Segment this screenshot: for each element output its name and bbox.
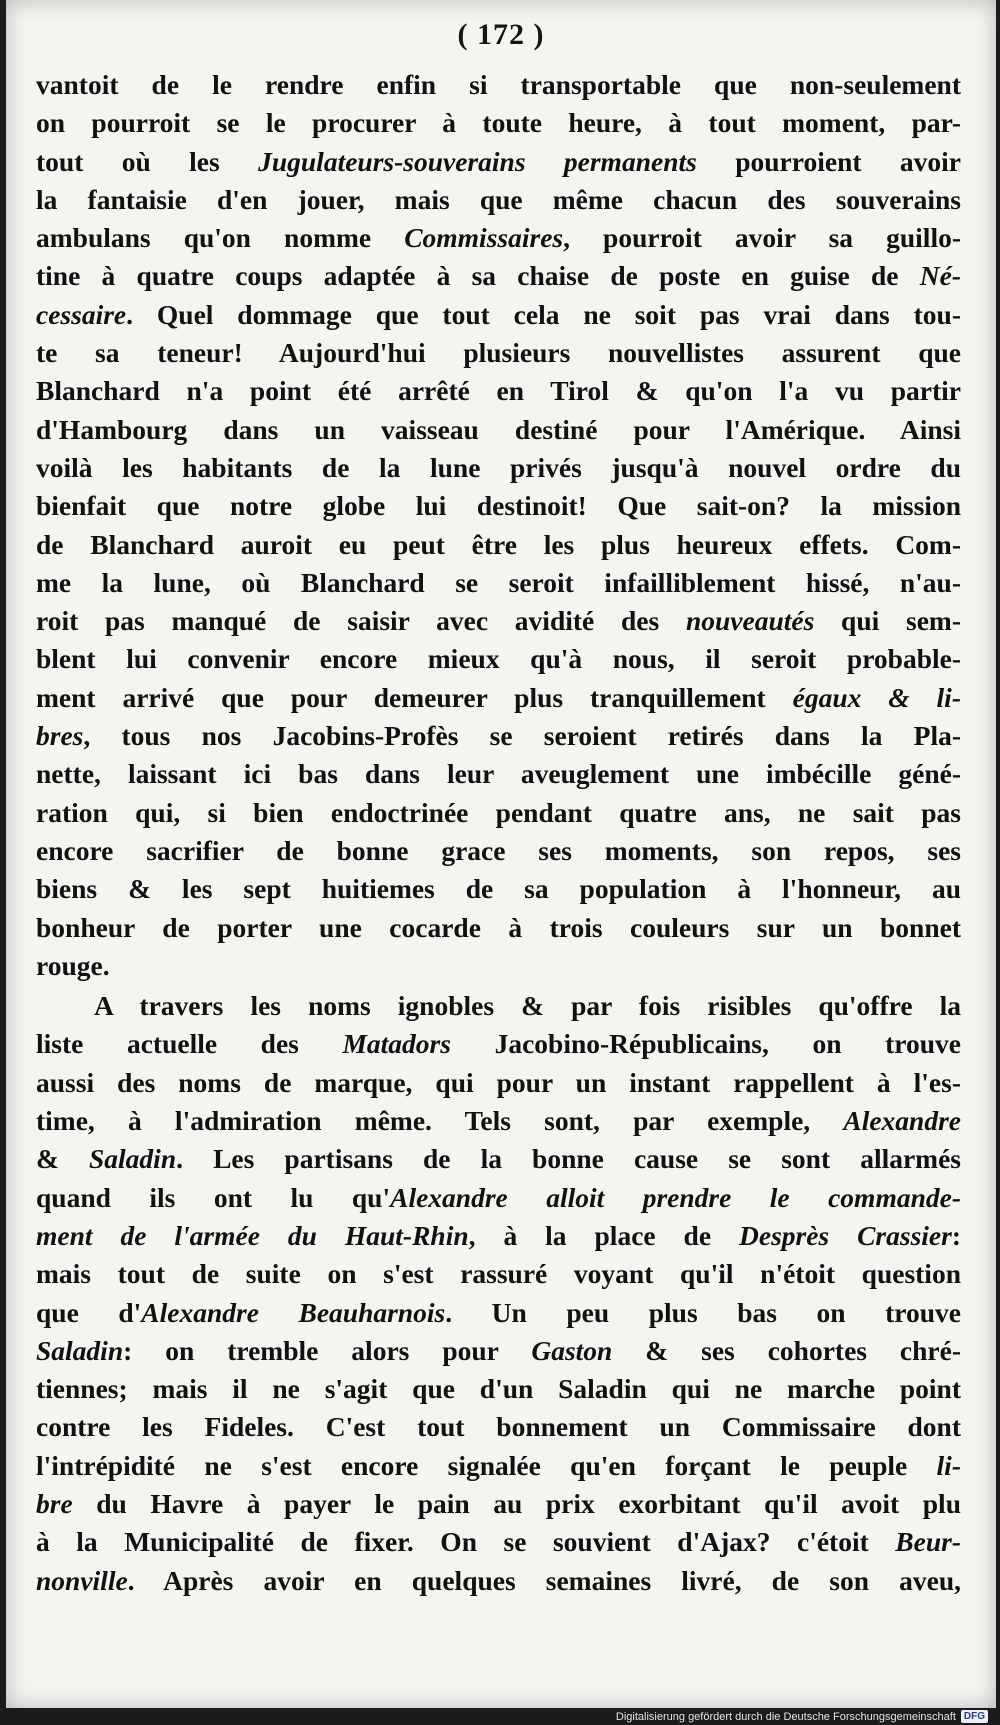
text-segment: du Havre à payer le pain au prix exorbitant qu'il avoit plu	[72, 1487, 961, 1519]
italic-text: Beur-	[895, 1526, 961, 1558]
body-text	[36, 66, 961, 1600]
text-line	[36, 1408, 961, 1446]
text-line	[36, 1447, 961, 1485]
page-number: ( 172 )	[457, 18, 545, 51]
text-segment: & ses cohortes chré-	[612, 1334, 962, 1366]
text-segment: d'Hambourg dans un vaisseau destiné pour l'Amérique. Ainsi	[36, 413, 961, 445]
text-line	[36, 1255, 961, 1293]
text-segment: nette, laissant ici bas dans leur aveuglement une imbécille géné-	[36, 758, 961, 790]
text-segment: me la lune, où Blanchard se seroit infailliblement hissé, n'au-	[36, 566, 961, 598]
text-segment: . Un peu plus bas on trouve	[445, 1296, 961, 1328]
text-segment: à la Municipalité de fixer. On se souvient d'Ajax? c'étoit	[36, 1526, 896, 1558]
italic-text: li-	[936, 1449, 961, 1481]
text-segment: :	[951, 1219, 961, 1251]
text-segment: blent lui convenir encore mieux qu'à nous, il seroit probable-	[36, 643, 961, 675]
text-line	[36, 296, 961, 334]
text-segment: , pourroit avoir sa guillo-	[563, 222, 961, 254]
text-segment: roit pas manqué de saisir avec avidité des	[36, 605, 686, 637]
text-segment: bonheur de porter une cocarde à trois couleurs sur un bonnet	[36, 911, 961, 943]
text-segment: time, à l'admiration même. Tels sont, par exemple,	[36, 1105, 844, 1137]
text-segment: quand ils ont lu qu'	[36, 1181, 391, 1213]
italic-text: Alexandre	[843, 1105, 961, 1137]
text-line	[36, 1179, 961, 1217]
text-segment: pourroient avoir	[696, 145, 961, 177]
text-line	[36, 1562, 961, 1600]
text-segment: te sa teneur! Aujourd'hui plusieurs nouvellistes assurent que	[36, 337, 961, 369]
text-segment: Blanchard n'a point été arrêté en Tirol & qu'on l'a vu partir	[36, 375, 961, 407]
text-line	[36, 181, 961, 219]
text-segment: de Blanchard auroit eu peut être les plus heureux effets. Com-	[36, 528, 961, 560]
text-segment: biens & les sept huitiemes de sa population à l'honneur, au	[36, 873, 961, 905]
text-segment: ration qui, si bien endoctrinée pendant quatre ans, ne sait pas	[36, 796, 961, 828]
text-line	[36, 794, 961, 832]
italic-text: égaux & li-	[792, 681, 961, 713]
text-line	[36, 1294, 961, 1332]
text-line	[36, 640, 961, 678]
text-line	[36, 717, 961, 755]
text-line	[36, 487, 961, 525]
italic-text: Matadors	[342, 1028, 451, 1060]
text-segment: ambulans qu'on nomme	[36, 222, 405, 254]
text-segment: rouge.	[36, 949, 110, 981]
text-line	[36, 1485, 961, 1523]
text-segment: que d'	[36, 1296, 142, 1328]
text-segment: on pourroit se le procurer à toute heure, à tout moment, par-	[36, 107, 961, 139]
text-line	[36, 602, 961, 640]
text-line	[36, 1140, 961, 1178]
italic-text: bre	[36, 1487, 73, 1519]
text-line	[36, 334, 961, 372]
text-segment: , à la place de	[468, 1219, 739, 1251]
text-segment: , tous nos Jacobins-Profès se seroient retirés dans la Pla-	[83, 720, 961, 752]
italic-text: Saladin	[89, 1143, 177, 1175]
digitization-credit	[616, 1710, 988, 1723]
italic-text: nonville	[36, 1564, 128, 1596]
text-line	[36, 909, 961, 947]
italic-text: Saladin	[36, 1334, 124, 1366]
text-line	[36, 1332, 961, 1370]
text-line	[36, 1370, 961, 1408]
text-line	[36, 143, 961, 181]
text-line	[36, 1217, 961, 1255]
text-segment: tout où les	[36, 145, 259, 177]
text-segment: tine à quatre coups adaptée à sa chaise de poste en guise de	[36, 260, 920, 292]
text-line	[36, 870, 961, 908]
text-line	[36, 526, 961, 564]
text-segment: : on tremble alors pour	[123, 1334, 532, 1366]
italic-text: bres	[36, 720, 84, 752]
text-segment: mais tout de suite on s'est rassuré voyant qu'il n'étoit question	[36, 1258, 961, 1290]
italic-text: Alexandre Beauharnois	[141, 1296, 446, 1328]
dfg-logo: DFG	[961, 1710, 988, 1723]
text-segment: aussi des noms de marque, qui pour un instant rappellent à l'es-	[36, 1066, 961, 1098]
text-segment: Jacobino-Républicains, on trouve	[450, 1028, 961, 1060]
text-line	[36, 219, 961, 257]
text-line	[36, 947, 961, 985]
text-line	[36, 1523, 961, 1561]
text-line	[36, 564, 961, 602]
text-line	[36, 1102, 961, 1140]
text-line	[36, 66, 961, 104]
text-segment: bienfait que notre globe lui destinoit! Que sait-on? la mission	[36, 490, 961, 522]
text-line	[36, 987, 961, 1025]
italic-text: Né-	[919, 260, 961, 292]
text-segment: . Les partisans de la bonne cause se sont allarmés	[176, 1143, 961, 1175]
italic-text: Commissaires	[404, 222, 564, 254]
text-segment: la fantaisie d'en jouer, mais que même chacun des souverains	[36, 183, 961, 215]
text-segment: l'intrépidité ne s'est encore signalée qu'en forçant le peuple	[36, 1449, 937, 1481]
text-segment: liste actuelle des	[36, 1028, 343, 1060]
italic-text: nouveautés	[685, 605, 815, 637]
text-segment: ment arrivé que pour demeurer plus tranquillement	[36, 681, 793, 713]
text-segment: contre les Fideles. C'est tout bonnement un Commissaire dont	[36, 1411, 961, 1443]
text-line	[36, 257, 961, 295]
text-line	[36, 104, 961, 142]
italic-text: ment de l'armée du Haut-Rhin	[36, 1219, 469, 1251]
text-segment: &	[36, 1143, 89, 1175]
credit-text: Digitalisierung gefördert durch die Deutsche Forschungsgemeinschaft	[615, 1710, 956, 1723]
italic-text: cessaire	[36, 298, 127, 330]
text-line	[36, 411, 961, 449]
book-page	[6, 0, 996, 1708]
italic-text: Alexandre alloit prendre le commande-	[390, 1181, 961, 1213]
italic-text: Gaston	[531, 1334, 613, 1366]
italic-text: Jugulateurs-souverains permanents	[258, 145, 697, 177]
text-line	[36, 755, 961, 793]
text-segment: . Quel dommage que tout cela ne soit pas vrai dans tou-	[126, 298, 961, 330]
text-line	[36, 1025, 961, 1063]
text-segment: . Après avoir en quelques semaines livré, de son aveu,	[127, 1564, 961, 1596]
text-segment: tiennes; mais il ne s'agit que d'un Saladin qui ne marche point	[36, 1373, 961, 1405]
text-line	[36, 1064, 961, 1102]
text-segment: voilà les habitants de la lune privés jusqu'à nouvel ordre du	[36, 451, 961, 483]
text-segment: encore sacrifier de bonne grace ses moments, son repos, ses	[36, 834, 961, 866]
text-segment: qui sem-	[814, 605, 961, 637]
text-line	[36, 679, 961, 717]
text-segment: vantoit de le rendre enfin si transportable que non-seulement	[36, 69, 961, 100]
text-line	[36, 372, 961, 410]
italic-text: Desprès Crassier	[739, 1219, 952, 1251]
text-line	[36, 832, 961, 870]
text-line	[36, 449, 961, 487]
text-segment: A travers les noms ignobles & par fois risibles qu'offre la	[94, 990, 961, 1022]
